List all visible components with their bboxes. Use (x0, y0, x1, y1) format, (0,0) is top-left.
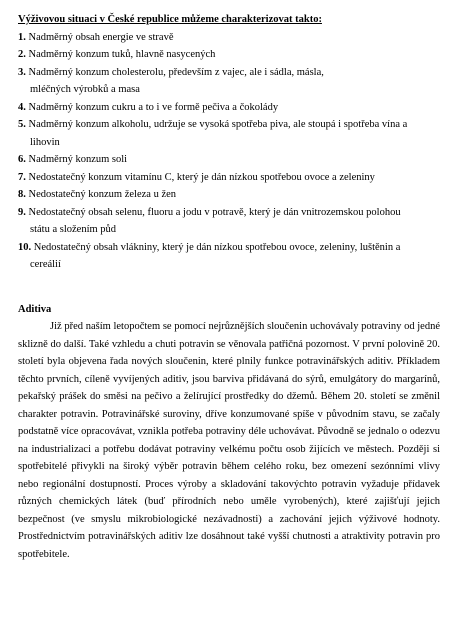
list-item: 1. Nadměrný obsah energie ve stravě (18, 31, 174, 43)
list-item: 4. Nadměrný konzum cukru a to i ve formě pečiva a čokolády (18, 101, 279, 113)
list-item: 8. Nedostatečný konzum železa u žen (18, 189, 177, 200)
list-item: 6. Nadměrný konzum soli (18, 154, 128, 165)
list-item: 9. Nedostatečný obsah selenu, fluoru a jodu v potravě, který je dán vnitrozemskou polohou státu a složením půd (18, 206, 401, 235)
list-item: 5. Nadměrný konzum alkoholu, udržuje se vysoká spotřeba piva, ale stoupá i spotřeba vína a lihovin (18, 119, 408, 148)
section-title: Aditiva (18, 303, 52, 315)
list-item: 7. Nedostatečný konzum vitamínu C, který je dán nízkou spotřebou ovoce a zeleniny (18, 171, 375, 183)
list-item: 10. Nedostatečný obsah vlákniny, který je dán nízkou spotřebou ovoce, zeleniny, luštěnin a cereálií (18, 241, 401, 270)
list-item: 3. Nadměrný konzum cholesterolu, především z vajec, ale i sádla, másla, mléčných výrobků a masa (18, 66, 324, 95)
list-item: 2. Nadměrný konzum tuků, hlavně nasycených (18, 49, 216, 60)
page-heading: Výživovou situaci v České republice můžeme charakterizovat takto: (18, 14, 322, 25)
nutrition-problems-list (18, 29, 440, 274)
body-paragraph: Již před naším letopočtem se pomocí nejrůznějších sloučenin uchovávaly potraviny od jedné sklizně do další. Také vzhledu a chuti potravin se věnovala patřičná pozornost. V první polovině 20. století byla objevena řada nových sloučenin, které plnily funkce potravinářských aditiv. Příkladem těchto prvních, cíleně vyvíjených aditiv, jsou barviva přidávaná do sýrů, emulgátory do margarínů, pekařský prášek do směsi na pečivo a želírující prostředky do džemů. Během 20. století se změnil charakter potravin. Potravinářské suroviny, dříve konzumované spíše v původním stavu, se začaly podstatně více opracovávat, vznikla potřeba potraviny déle uchovávat. Původně se jednalo o odezvu na industrializaci a potřebu dodávat potraviny velkému počtu osob žijících ve městech. Později si spotřebitelé přivykli na široký výběr potravin během celého roku, bez omezení sezónními vlivy nebo regionální dostupností. Proces výroby a skladování takovýchto potravin vyžaduje přídavek různých chemických látek (buď přírodních nebo uměle vyrobených), které zajišťují jejich bezpečnost (ve smyslu mikrobiologické nezávadnosti) a zachování jejich výživové hodnoty. Prostřednictvím potravinářských aditiv lze dosáhnout také vyšší chutnosti a atraktivity potravin pro spotřebitele. (18, 321, 440, 560)
